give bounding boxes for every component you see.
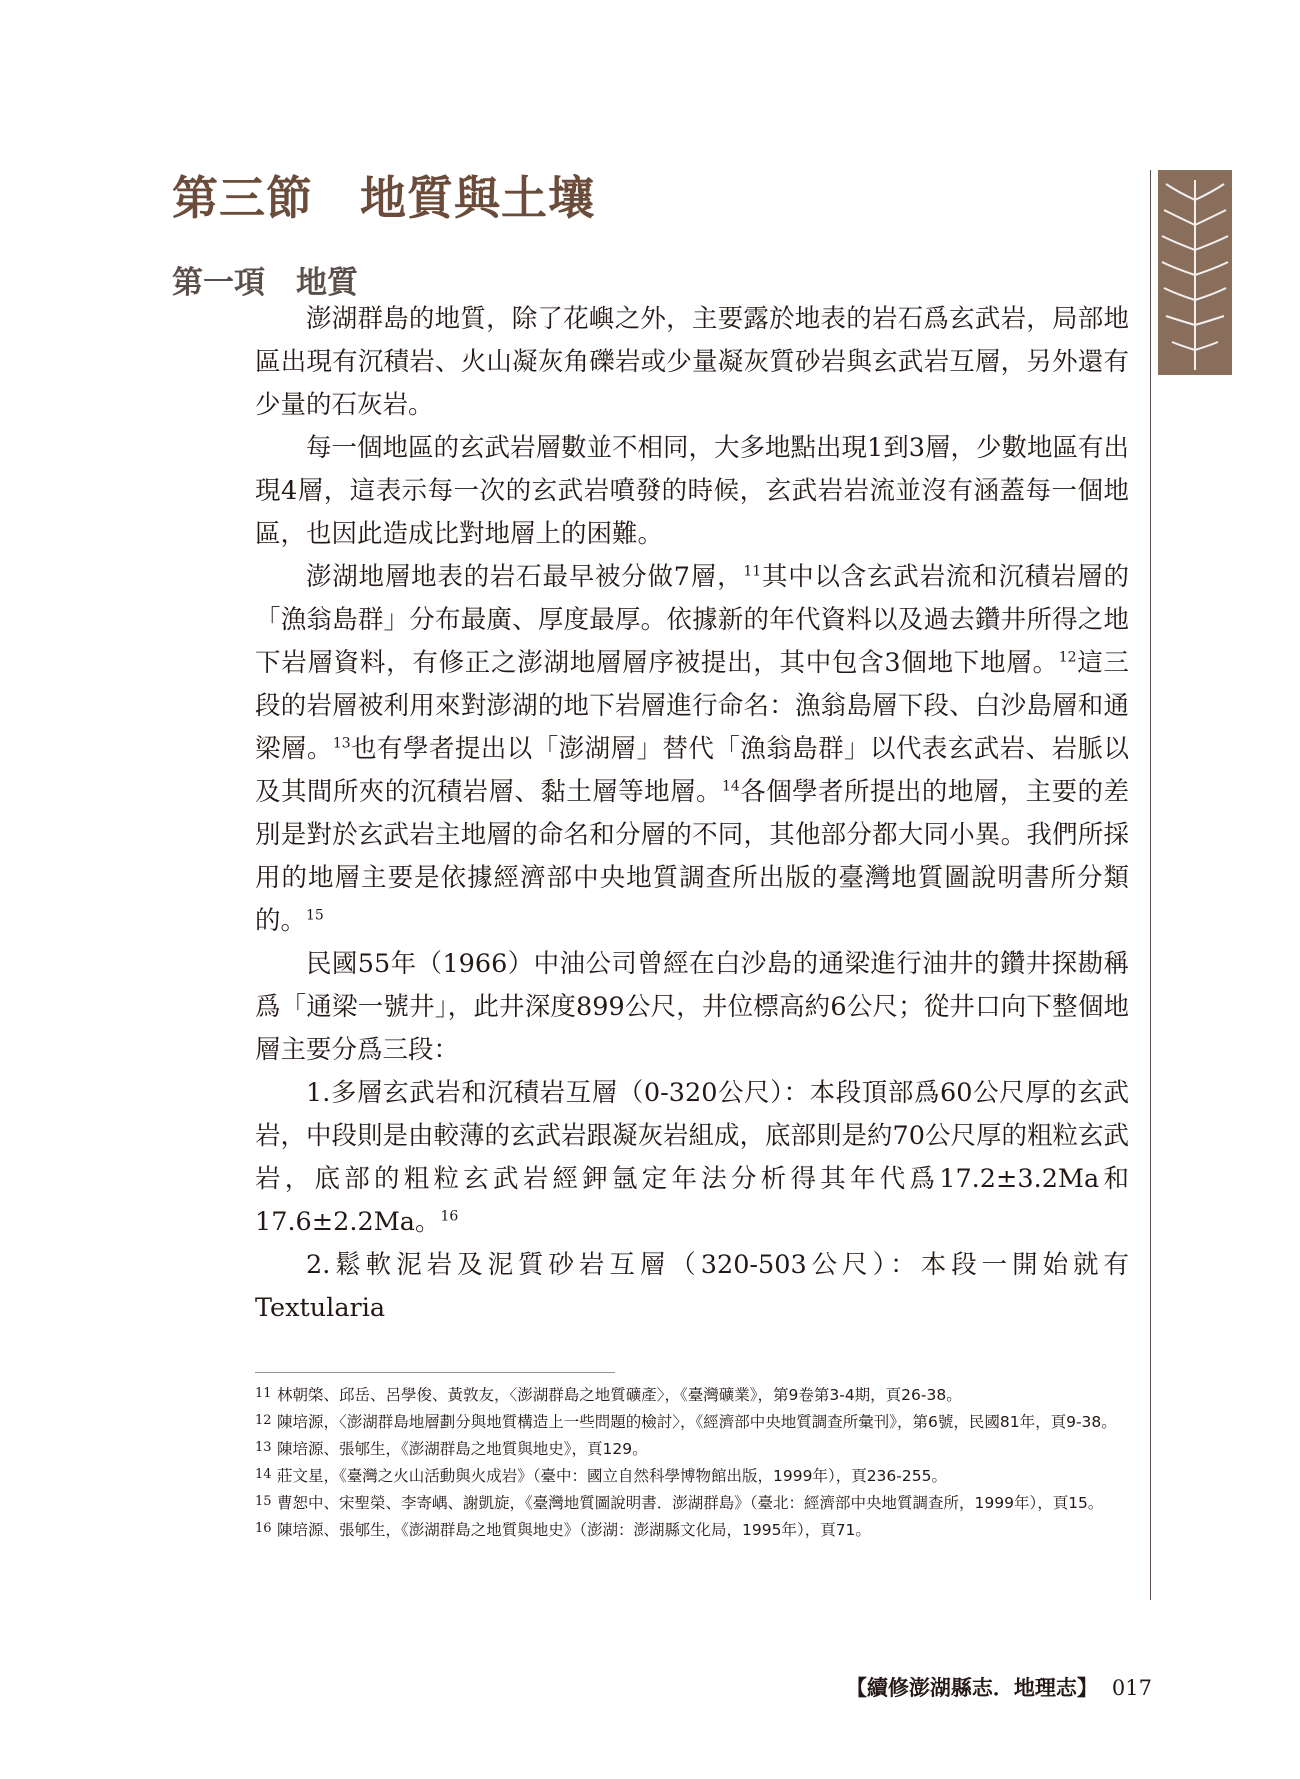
para3-sentence-4: 也有學者提出以「澎湖層」替代「漁翁島群」以代表玄武岩、岩脈以及其間所夾的沉積岩層、黏土層等地層。: [255, 734, 1129, 807]
footnote-number: 12: [255, 1413, 272, 1428]
footnote-text: 林朝棨、邱岳、呂學俊、黃敦友，〈澎湖群島之地質礦產〉，《臺灣礦業》，第9卷第3-4期，頁26-38。: [277, 1386, 962, 1404]
page-number: 017: [1111, 1676, 1152, 1700]
para3-sentence-3: 這三段的岩層被利用來對澎湖的地下岩層進行命名：漁翁島層下段、白沙島層和通梁層。: [255, 648, 1129, 764]
footnote-16: [255, 1517, 1135, 1544]
footnote-12: [255, 1409, 1135, 1436]
footer-book-title: 【續修澎湖縣志．地理志】: [845, 1675, 1098, 1700]
item-title: 第一項 地質: [172, 265, 358, 301]
paragraph-1: 澎湖群島的地質，除了花嶼之外，主要露於地表的岩石爲玄武岩，局部地區出現有沉積岩、火山凝灰角礫岩或少量凝灰質砂岩與玄武岩互層，另外還有少量的石灰岩。: [255, 304, 1129, 420]
note-ref-15[interactable]: 15: [306, 907, 324, 924]
footnote-14: [255, 1463, 1135, 1490]
footnote-text: 陳培源、張郇生，《澎湖群島之地質與地史》，頁129。: [277, 1440, 648, 1458]
body-text: [255, 298, 1129, 1330]
footnote-text: 曹恕中、宋聖榮、李寄嵎、謝凱旋，《臺灣地質圖說明書．澎湖群島》（臺北：經濟部中央地質調查所，1999年），頁15。: [277, 1494, 1104, 1512]
footnote-text: 陳培源、張郇生，《澎湖群島之地質與地史》（澎湖：澎湖縣文化局，1995年），頁71。: [277, 1521, 871, 1539]
para3-sentence-2: 其中以含玄武岩流和沉積岩層的「漁翁島群」分布最廣、厚度最厚。依據新的年代資料以及過去鑽井所得之地下岩層資料，有修正之澎湖地層層序被提出，其中包含3個地下地層。: [255, 562, 1129, 678]
footnote-number: 11: [255, 1386, 272, 1401]
footnote-number: 15: [255, 1494, 272, 1509]
paragraph-2: 每一個地區的玄武岩層數並不相同，大多地點出現1到3層，少數地區有出現4層，這表示每一次的玄武岩噴發的時候，玄武岩岩流並沒有涵蓋每一個地區，也因此造成比對地層上的困難。: [255, 433, 1129, 549]
section-title: 第三節 地質與土壤: [172, 171, 595, 225]
para3-sentence-5: 各個學者所提出的地層，主要的差別是對於玄武岩主地層的命名和分層的不同，其他部分都大同小異。我們所採用的地層主要是依據經濟部中央地質調查所出版的臺灣地質圖說明書所分類的。: [255, 777, 1129, 936]
running-footer: [846, 1672, 1152, 1702]
footnote-number: 14: [255, 1467, 272, 1482]
paragraph-5: [255, 1072, 1129, 1244]
paragraph-4: 民國55年（1966）中油公司曾經在白沙島的通梁進行油井的鑽井探勘稱爲「通梁一號井」，此井深度899公尺，井位標高約6公尺；從井口向下整個地層主要分爲三段：: [255, 949, 1129, 1065]
note-ref-16[interactable]: 16: [440, 1208, 459, 1225]
footnote-15: [255, 1490, 1135, 1517]
footnote-number: 13: [255, 1440, 272, 1455]
note-ref-13[interactable]: 13: [332, 735, 351, 752]
footnote-number: 16: [255, 1521, 272, 1536]
fern-leaf-ornament-icon: [1158, 170, 1232, 375]
footnote-text: 陳培源，〈澎湖群島地層劃分與地質構造上一些問題的檢討〉，《經濟部中央地質調查所彙刊》，第6號，民國81年，頁9-38。: [277, 1413, 1117, 1431]
para3-sentence-1: 澎湖地層地表的岩石最早被分做7層，: [306, 562, 744, 592]
footnotes: [255, 1382, 1135, 1544]
note-ref-14[interactable]: 14: [722, 778, 740, 795]
side-rule: [1150, 170, 1151, 1600]
footnote-divider: [255, 1372, 615, 1373]
note-ref-12[interactable]: 12: [1058, 649, 1077, 666]
footnote-11: [255, 1382, 1135, 1409]
paragraph-3: [255, 556, 1129, 943]
note-ref-11[interactable]: 11: [743, 563, 762, 580]
footnote-text: 莊文星，《臺灣之火山活動與火成岩》（臺中：國立自然科學博物館出版，1999年），頁236-255。: [277, 1467, 947, 1485]
paragraph-6: 2.鬆軟泥岩及泥質砂岩互層（320-503公尺）：本段一開始就有Textularia: [255, 1250, 1129, 1323]
para5-text: 1.多層玄武岩和沉積岩互層（0-320公尺）：本段頂部爲60公尺厚的玄武岩，中段則是由較薄的玄武岩跟凝灰岩組成，底部則是約70公尺厚的粗粒玄武岩，底部的粗粒玄武岩經鉀氬定年法分析得其年代爲17.2±3.2Ma和17.6±2.2Ma。: [255, 1078, 1129, 1237]
footnote-13: [255, 1436, 1135, 1463]
